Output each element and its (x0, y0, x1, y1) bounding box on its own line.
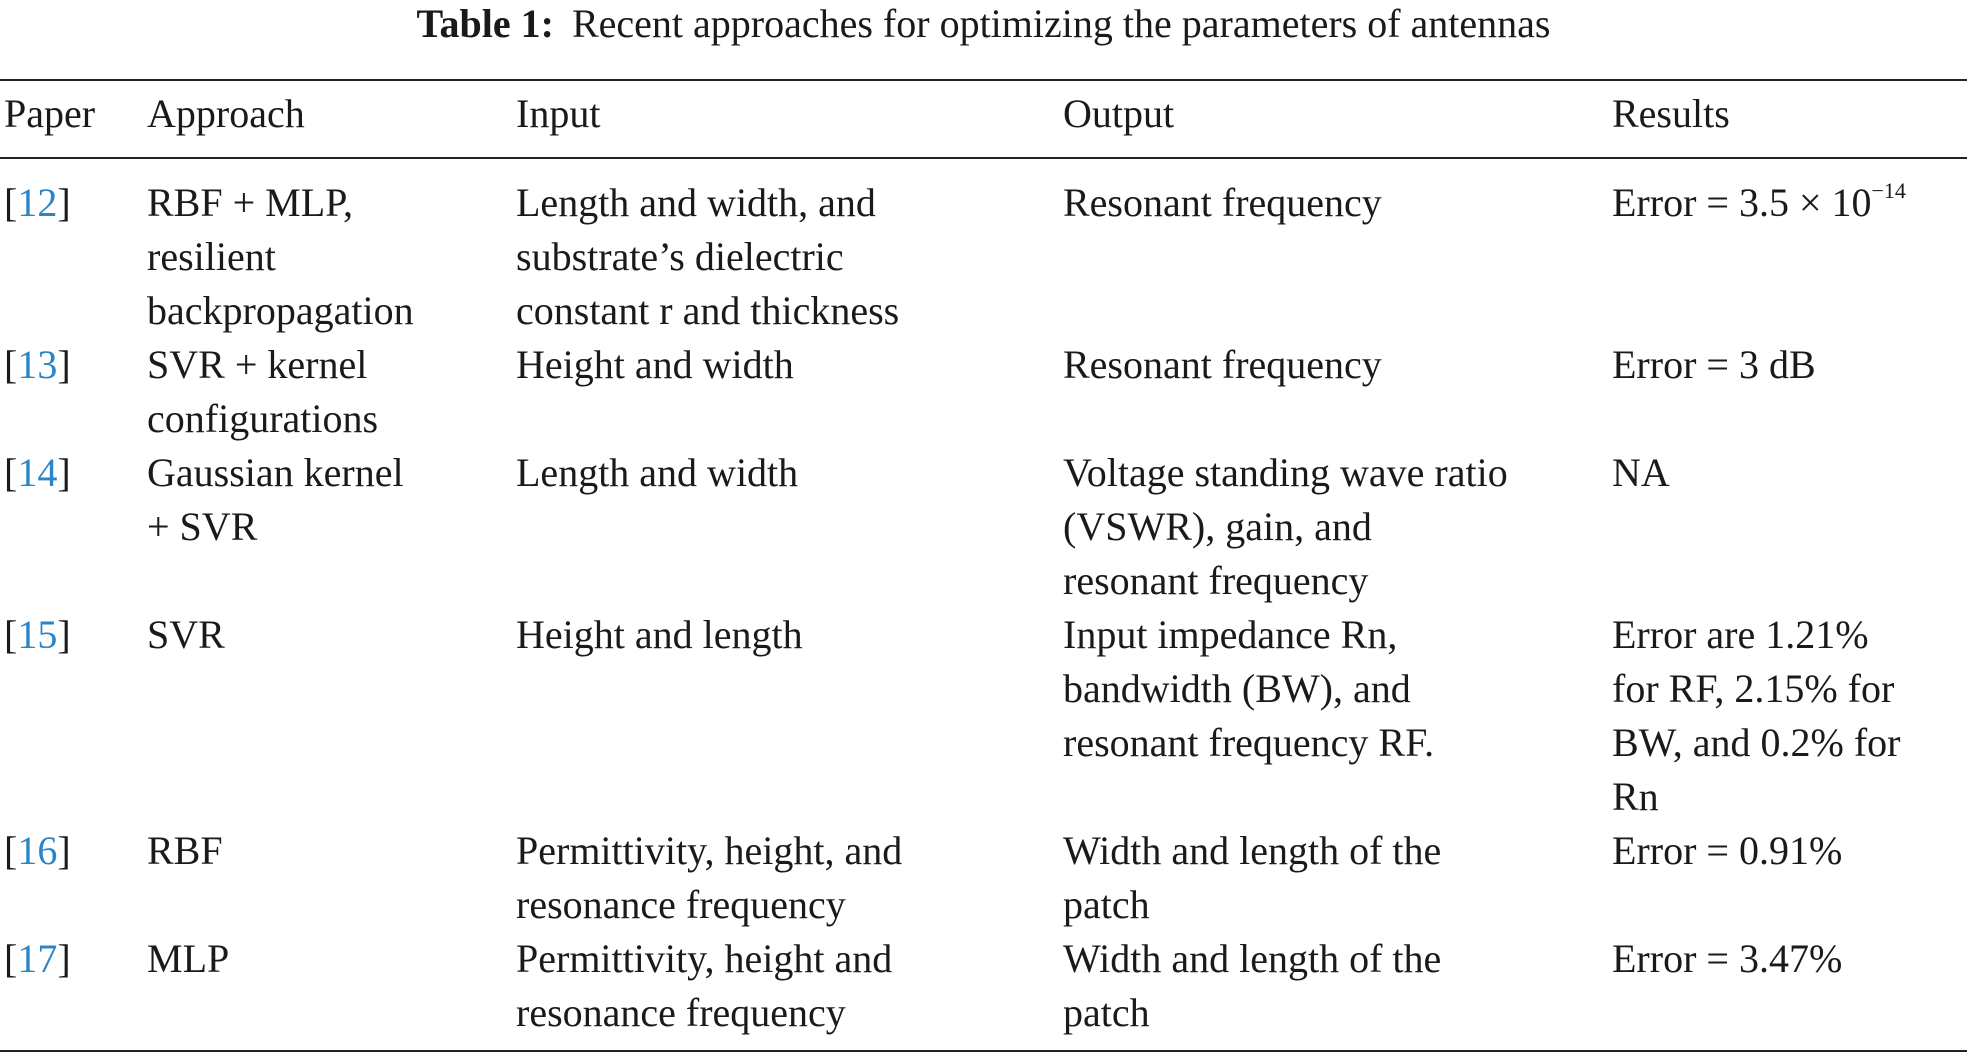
output-line: resonant frequency RF. (1063, 720, 1435, 765)
input-line: resonance frequency (516, 882, 846, 927)
header-approach: Approach (147, 91, 305, 136)
results-cell (1612, 824, 1842, 878)
reference-link[interactable]: 16 (17, 828, 58, 873)
input-line: Permittivity, height, and (516, 828, 903, 873)
header-results: Results (1612, 91, 1730, 136)
reference-link[interactable]: 15 (17, 612, 58, 657)
results-exponent: −14 (1871, 177, 1906, 203)
approach-line: RBF + MLP, (147, 180, 353, 225)
output-line: patch (1063, 882, 1150, 927)
results-line: Rn (1612, 774, 1659, 819)
table-caption (0, 0, 1967, 52)
reference-link[interactable]: 13 (17, 342, 58, 387)
output-cell (1063, 932, 1441, 1040)
approach-line: backpropagation (147, 288, 414, 333)
table-header-row (0, 87, 1967, 147)
input-line: constant r and thickness (516, 288, 900, 333)
output-line: Input impedance Rn, (1063, 612, 1398, 657)
results-line: for RF, 2.15% for (1612, 666, 1895, 711)
approach-cell (147, 824, 223, 878)
results-line: NA (1612, 450, 1670, 495)
input-line: Height and length (516, 612, 803, 657)
header-rule (0, 157, 1967, 159)
results-cell (1612, 338, 1816, 392)
reference-link[interactable]: 12 (17, 180, 58, 225)
paper-ref-cell: [14] (4, 450, 71, 495)
top-rule (0, 79, 1967, 81)
results-line: Error = 0.91% (1612, 828, 1843, 873)
approach-line: resilient (147, 234, 276, 279)
output-line: Width and length of the (1063, 828, 1442, 873)
results-line: Error = 3.47% (1612, 936, 1843, 981)
input-cell (516, 176, 899, 338)
output-line: Voltage standing wave ratio (1063, 450, 1508, 495)
input-line: Height and width (516, 342, 794, 387)
output-line: bandwidth (BW), and (1063, 666, 1411, 711)
output-line: Width and length of the (1063, 936, 1442, 981)
results-cell (1612, 608, 1900, 824)
results-line: Error = 3 dB (1612, 342, 1816, 387)
output-line: patch (1063, 990, 1150, 1035)
input-cell (516, 824, 902, 932)
caption-text: Recent approaches for optimizing the parameters of antennas (571, 1, 1551, 46)
approach-cell (147, 446, 404, 554)
header-input: Input (516, 91, 601, 136)
input-line: resonance frequency (516, 990, 846, 1035)
paper-ref-cell: [16] (4, 828, 71, 873)
results-cell (1612, 176, 1906, 230)
approach-line: Gaussian kernel (147, 450, 404, 495)
output-cell (1063, 608, 1434, 770)
output-line: Resonant frequency (1063, 180, 1382, 225)
results-cell (1612, 446, 1670, 500)
approach-line: SVR (147, 612, 225, 657)
input-cell (516, 338, 794, 392)
approach-cell (147, 176, 414, 338)
input-cell (516, 446, 798, 500)
paper-ref-cell: [17] (4, 936, 71, 981)
approach-line: SVR + kernel (147, 342, 368, 387)
approach-cell (147, 338, 378, 446)
reference-link[interactable]: 14 (17, 450, 58, 495)
paper-ref-cell: [12] (4, 180, 71, 225)
input-line: substrate’s dielectric (516, 234, 844, 279)
input-line: Length and width, and (516, 180, 876, 225)
output-line: (VSWR), gain, and (1063, 504, 1372, 549)
results-text: Error = 3.5 × 10 (1612, 180, 1872, 225)
approach-line: + SVR (147, 504, 258, 549)
results-line (1612, 176, 1906, 230)
approach-cell (147, 932, 229, 986)
output-line: Resonant frequency (1063, 342, 1382, 387)
input-cell (516, 932, 892, 1040)
approach-cell (147, 608, 225, 662)
bottom-rule (0, 1050, 1967, 1052)
approach-line: RBF (147, 828, 223, 873)
input-cell (516, 608, 803, 662)
input-line: Permittivity, height and (516, 936, 893, 981)
output-cell (1063, 824, 1441, 932)
header-output: Output (1063, 91, 1175, 136)
output-cell (1063, 176, 1382, 230)
approach-line: MLP (147, 936, 230, 981)
results-cell (1612, 932, 1842, 986)
output-line: resonant frequency (1063, 558, 1369, 603)
output-cell (1063, 446, 1508, 608)
reference-link[interactable]: 17 (17, 936, 58, 981)
paper-ref-cell: [13] (4, 342, 71, 387)
results-line: BW, and 0.2% for (1612, 720, 1901, 765)
approach-line: configurations (147, 396, 379, 441)
input-line: Length and width (516, 450, 799, 495)
results-line: Error are 1.21% (1612, 612, 1869, 657)
paper-ref-cell: [15] (4, 612, 71, 657)
output-cell (1063, 338, 1382, 392)
caption-label: Table 1: (416, 1, 554, 46)
header-paper: Paper (4, 91, 96, 136)
